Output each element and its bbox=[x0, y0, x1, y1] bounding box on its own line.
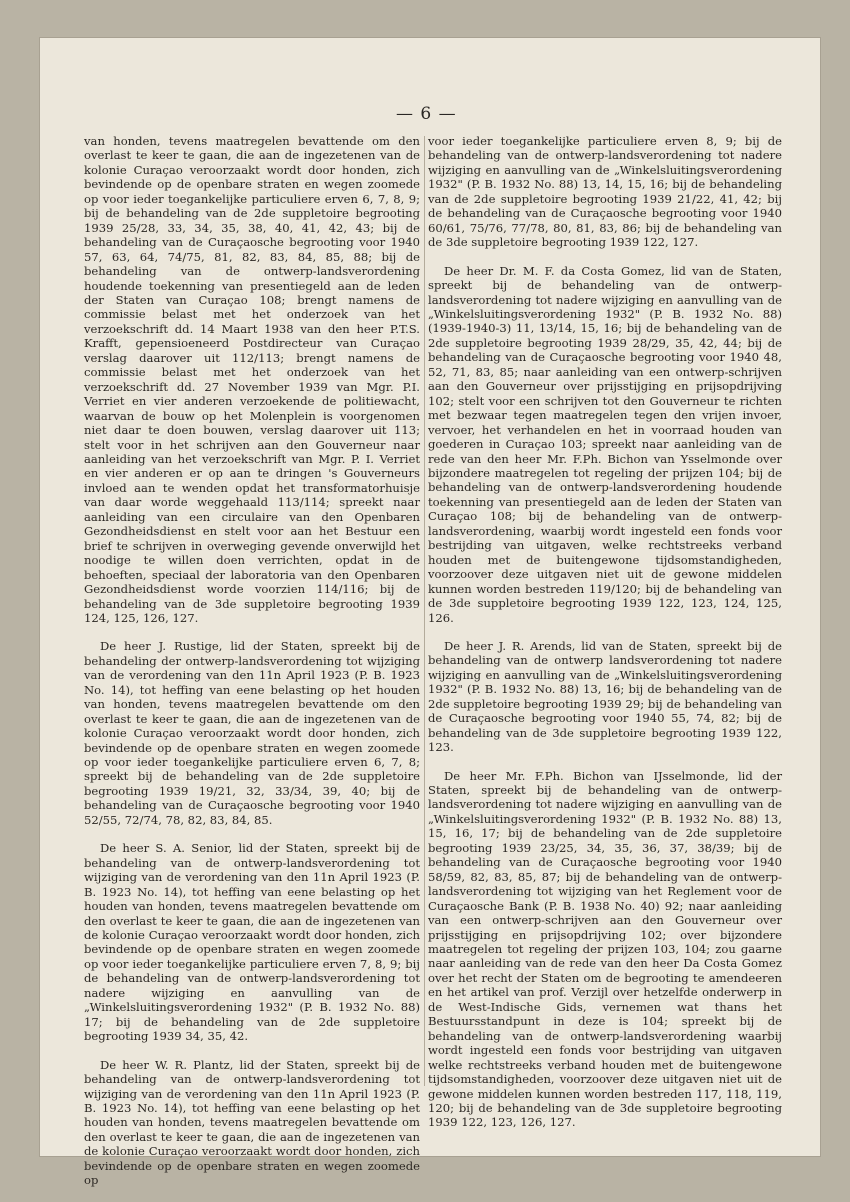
right-column bbox=[428, 134, 782, 1144]
paragraph: De heer S. A. Senior, lid der Staten, spreekt bij de behandeling van de ontwerp-landsverordening tot wijziging van de verordening van den 11n April 1923 (P. B. 1923 No. 14), tot heffing van eene belasting op het houden van honden, tevens maatregelen bevattende om den overlast te keer te gaan, die aan de ingezetenen van de kolonie Curaçao veroorzaakt wordt door honden, zich bevindende op de openbare straten en wegen zoomede op voor ieder toegankelijke particuliere erven 7, 8, 9; bij de behandeling van de ontwerp-landsverordening tot nadere wijziging en aanvulling van de „Winkelsluitingsverordening 1932" (P. B. 1932 No. 88) 17; bij de behandeling van de 2de suppletoire begrooting 1939 34, 35, 42. bbox=[84, 841, 420, 1044]
page-number: — 6 — bbox=[396, 104, 457, 124]
paragraph: De heer W. R. Plantz, lid der Staten, spreekt bij de behandeling van de ontwerp-landsverordening tot wijziging van de verordening van den 11n April 1923 (P. B. 1923 No. 14), tot heffing van eene belasting op het houden van honden, tevens maatregelen bevattende om den overlast te keer te gaan, die aan de ingezetenen van de kolonie Curaçao veroorzaakt wordt door honden, zich bevindende op de openbare straten en wegen zoomede op bbox=[84, 1057, 420, 1188]
paragraph: voor ieder toegankelijke particuliere erven 8, 9; bij de behandeling van de ontwerp-landsverordening tot nadere wijziging en aanvulling van de „Winkelsluitingsverordening 1932" (P. B. 1932 No. 88) 13, 14, 15, 16; bij de behandeling van de 2de suppletoire begrooting 1939 21/22, 41, 42; bij de behandeling van de Curaçaosche begrooting voor 1940 60/61, 75/76, 77/78, 80, 81, 83, 86; bij de behandeling van de 3de suppletoire begrooting 1939 122, 127. bbox=[428, 134, 782, 250]
paragraph: De heer J. Rustige, lid der Staten, spreekt bij de behandeling der ontwerp-landsverordening tot wijziging van de verordening van den 11n April 1923 (P. B. 1923 No. 14), tot heffing van eene belasting op het houden van honden, tevens maatregelen bevattende om den overlast te keer te gaan, die aan de ingezetenen van de kolonie Curaçao veroorzaakt wordt door honden, zich bevindende op de openbare straten en wegen zoomede op voor ieder toegankelijke particuliere erven 6, 7, 8; spreekt bij de behandeling van de 2de suppletoire begrooting 1939 19/21, 32, 33/34, 39, 40; bij de behandeling van de Curaçaosche begrooting voor 1940 52/55, 72/74, 78, 82, 83, 84, 85. bbox=[84, 639, 420, 827]
paragraph: De heer J. R. Arends, lid van de Staten, spreekt bij de behandeling van de ontwerp landsverordening tot nadere wijziging en aanvulling van de „Winkelsluitingsverordening 1932" (P. B. 1932 No. 88) 13, 16; bij de behandeling van de 2de suppletoire begrooting 1939 29; bij de behandeling van de Curaçaosche begrooting voor 1940 55, 74, 82; bij de behandeling van de 3de suppletoire begrooting 1939 122, 123. bbox=[428, 638, 782, 755]
paragraph: De heer Dr. M. F. da Costa Gomez, lid van de Staten, spreekt bij de behandeling van de ontwerp-landsverordening tot nadere wijziging en aanvulling van de „Winkelsluitingsverordening 1932" (P. B. 1932 No. 88) (1939-1940-3) 11, 13/14, 15, 16; bij de behandeling van de 2de suppletoire begrooting 1939 28/29, 35, 42, 44; bij de behandeling van de Curaçaosche begrooting voor 1940 48, 52, 71, 83, 85; naar aanleiding van een ontwerp-schrijven aan den Gouverneur over prijsstijging en prijsopdrijving 102; stelt voor een schrijven tot den Gouverneur te richten met bezwaar tegen maatregelen tegen den vrijen invoer, vervoer, het verhandelen en het in voorraad houden van goederen in Curaçao 103; spreekt naar aanleiding van de rede van den heer Mr. F.Ph. Bichon van Ysselmonde over bijzondere maatregelen tot regeling der prijzen 104; bij de behandeling van de ontwerp-landsverordening houdende toekenning van presentiegeld aan de leden der Staten van Curaçao 108; bij de behandeling van de ontwerp-landsverordening, waarbij wordt ingesteld een fonds voor bestrijding van uitgaven, welke rechtstreeks verband houden met de buitengewone tijdsomstandigheden, voorzoover deze uitgaven niet uit de gewone middelen kunnen worden bestreden 119/120; bij de behandeling van de 3de suppletoire begrooting 1939 122, 123, 124, 125, 126. bbox=[428, 263, 782, 625]
left-column bbox=[84, 134, 420, 1202]
paragraph: van honden, tevens maatregelen bevattende om den overlast te keer te gaan, die aan de ingezetenen van de kolonie Curaçao veroorzaakt wordt door honden, zich bevindende op de openbare straten en wegen zoomede op voor ieder toegankelijke particuliere erven 6, 7, 8, 9; bij de behandeling van de 2de suppletoire begrooting 1939 25/28, 33, 34, 35, 38, 40, 41, 42, 43; bij de behandeling van de Curaçaosche begrooting voor 1940 57, 63, 64, 74/75, 81, 82, 83, 84, 85, 88; bij de behandeling van de ontwerp-landsverordening houdende toekenning van presentiegeld aan de leden der Staten van Curaçao 108; brengt namens de commissie belast met het onderzoek van het verzoekschrift dd. 14 Maart 1938 van den heer P.T.S. Krafft, gepensioeneerd Postdirecteur van Curaçao verslag daarover uit 112/113; brengt namens de commissie belast met het onderzoek van het verzoekschrift dd. 27 November 1939 van Mgr. P.I. Verriet en vier anderen verzoekende de politiewacht, waarvan de bouw op het Molenplein is voorgenomen niet daar te doen bouwen, verslag daarover uit 113; stelt voor in het schrijven aan den Gouverneur naar aanleiding van het verzoekschrift van Mgr. P. I. Verriet en vier anderen er op aan te dringen 's Gouverneurs invloed aan te wenden opdat het transformatorhuisje van daar worde weggehaald 113/114; spreekt naar aanleiding van een circulaire van den Openbaren Gezondheidsdienst en stelt voor aan het Bestuur een brief te schrijven in overweging gevende onverwijld het noodige te willen doen verrichten, opdat in de behoeften, speciaal der laboratoria van den Openbaren Gezondheidsdienst worde voorzien 114/116; bij de behandeling van de 3de suppletoire begrooting 1939 124, 125, 126, 127. bbox=[84, 134, 420, 625]
paragraph: De heer Mr. F.Ph. Bichon van IJsselmonde, lid der Staten, spreekt bij de behandeling van de ontwerp-landsverordening tot nadere wijziging en aanvulling van de „Winkelsluitingsverordening 1932" (P. B. 1932 No. 88) 13, 15, 16, 17; bij de behandeling van de 2de suppletoire begrooting 1939 23/25, 34, 35, 36, 37, 38/39; bij de behandeling van de Curaçaosche begrooting voor 1940 58/59, 82, 83, 85, 87; bij de behandeling van de ontwerp-landsverordening tot wijziging van het Reglement voor de Curaçaosche Bank (P. B. 1938 No. 40) 92; naar aanleiding van een ontwerp-schrijven aan den Gouverneur over prijsstijging en prijsopdrijving 102; over bijzondere maatregelen tot regeling der prijzen 103, 104; zou gaarne naar aanleiding van de rede van den heer Da Costa Gomez over het recht der Staten om de begrooting te amendeeren en het artikel van prof. Verzijl over hetzelfde onderwerp in de West-Indische Gids, vernemen wat thans het Bestuursstandpunt in deze is 104; spreekt bij de behandeling van de ontwerp-landsverordening waarbij wordt ingesteld een fonds voor bestrijding van uitgaven welke rechtstreeks verband houden met de buitengewone tijdsomstandigheden, voorzoover deze uitgaven niet uit de gewone middelen kunnen worden bestreden 117, 118, 119, 120; bij de behandeling van de 3de suppletoire begrooting 1939 122, 123, 126, 127. bbox=[428, 768, 782, 1130]
column-divider bbox=[424, 136, 425, 1086]
